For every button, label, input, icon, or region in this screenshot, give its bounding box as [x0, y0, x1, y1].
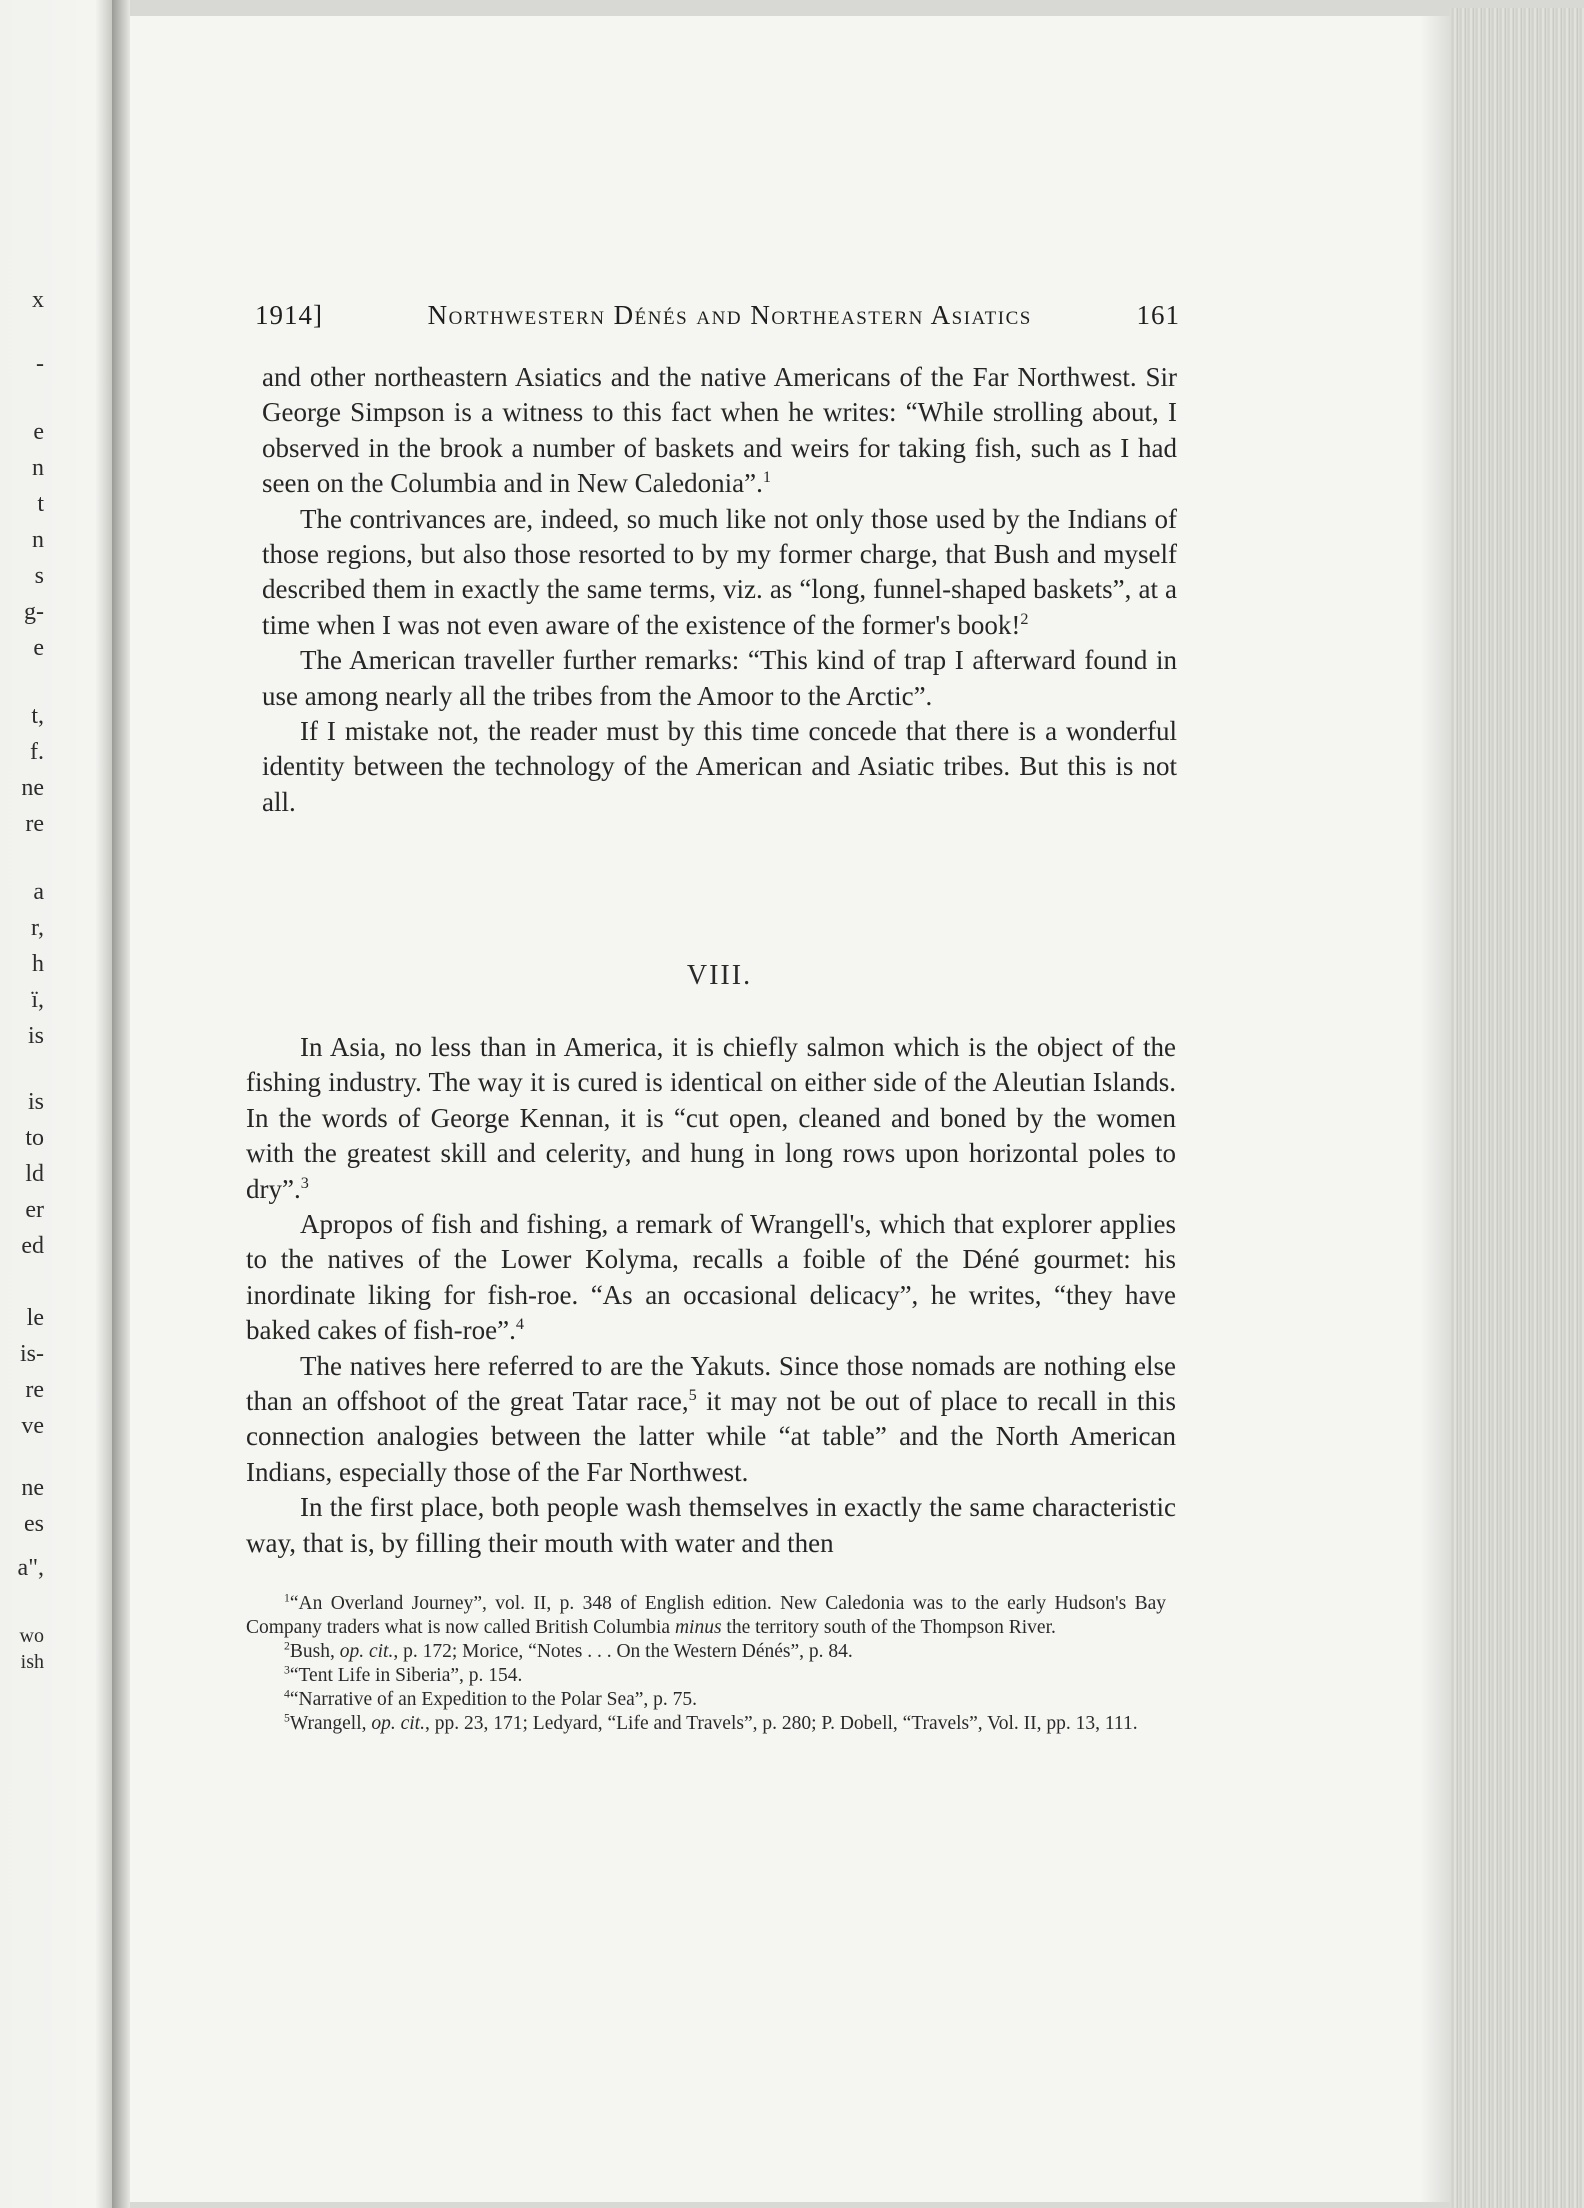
facing-page-fragment: g-	[24, 599, 44, 625]
facing-page-fragment: is	[27, 1089, 44, 1115]
facing-page-fragment: s	[34, 563, 44, 589]
facing-page-fragment: er	[25, 1197, 44, 1223]
page-number: 161	[1136, 300, 1180, 330]
book-gutter	[112, 0, 130, 2208]
facing-page-fragment: is	[27, 1023, 44, 1049]
running-head	[255, 300, 1180, 331]
footnotes	[246, 1592, 1166, 1736]
page-edge-shadow	[1420, 16, 1450, 2202]
facing-page-fragment: -	[36, 351, 44, 377]
facing-page-fragment: a	[33, 879, 44, 905]
footnote: $^2$Bush, op. cit., p. 172; Morice, “Notes . . . On the Western Dénés”, p. 84.	[284, 1639, 853, 1662]
footnote-mark: 3	[300, 1173, 309, 1192]
footnote-number: 2	[284, 1639, 290, 1653]
footnote-number: 1	[284, 1591, 290, 1605]
footnote: $^3$“Tent Life in Siberia”, p. 154.	[284, 1663, 523, 1686]
running-head-title: Northwestern Dénés and Northeastern Asiatics	[427, 300, 1032, 330]
footnote-number: 4	[284, 1687, 290, 1701]
paragraph: and other northeastern Asiatics and the native Americans of the Far Northwest. Sir George Simpson is a witness to this fact when he writes: “While strolling about, I observed in the brook a number of baskets and weirs for taking fish, such as I had seen on the Columbia and in New Caledonia”.$^1$	[262, 362, 1177, 499]
facing-page-fragment: r,	[30, 915, 44, 941]
facing-page-fragment: f.	[30, 739, 44, 765]
facing-page-fragment: e	[33, 419, 44, 445]
facing-page-fragment: t	[37, 491, 44, 517]
facing-page-fragment: a",	[17, 1555, 44, 1581]
facing-page-fragment: n	[32, 527, 44, 553]
body-text-section-viii	[246, 1030, 1176, 1561]
facing-page-fragment: ï,	[31, 987, 44, 1013]
facing-page-fragment: ish	[20, 1651, 44, 1673]
facing-page-fragment: is-	[20, 1341, 44, 1367]
page-fore-edge	[1450, 8, 1584, 2208]
footnote-mark: 2	[1020, 609, 1029, 628]
facing-page-fragment: re	[25, 1377, 44, 1403]
paragraph: In the first place, both people wash themselves in exactly the same characteristic way, that is, by filling their mouth with water and then	[246, 1492, 1176, 1558]
body-text-top	[262, 360, 1177, 820]
paragraph: Apropos of fish and fishing, a remark of Wrangell's, which that explorer applies to the natives of the Lower Kolyma, recalls a foible of the Déné gourmet: his inordinate liking for fish-roe. “As an occasional delicacy”, he writes, “they have baked cakes of fish-roe”.$^4$	[246, 1209, 1176, 1346]
facing-page-fragment: re	[25, 811, 44, 837]
facing-page-fragment: t,	[31, 703, 44, 729]
footnote-mark: 4	[515, 1315, 524, 1334]
facing-page-fragment: n	[32, 455, 44, 481]
facing-page-fragment: le	[26, 1305, 44, 1331]
footnote: $^1$“An Overland Journey”, vol. II, p. 348 of English edition. New Caledonia was to the early Hudson's Bay Company traders what is now called British Columbia minus the territory south of the Thompson River.	[246, 1591, 1166, 1638]
facing-page-fragment: ne	[21, 1475, 44, 1501]
paragraph: The natives here referred to are the Yakuts. Since those nomads are nothing else than an offshoot of the great Tatar race,$^5$ it may not be out of place to recall in this connection analogies between the latter while “at table” and the North American Indians, especially those of the Far Northwest.	[246, 1350, 1176, 1487]
facing-page	[0, 0, 112, 2208]
paragraph: If I mistake not, the reader must by this time concede that there is a wonderful identity between the technology of the American and Asiatic tribes. But this is not all.	[262, 716, 1177, 817]
facing-page-fragment: to	[25, 1125, 44, 1151]
facing-page-fragment: h	[32, 951, 44, 977]
footnote-number: 3	[284, 1663, 290, 1677]
footnote: $^4$“Narrative of an Expedition to the Polar Sea”, p. 75.	[284, 1687, 698, 1710]
facing-page-fragment: ed	[21, 1233, 44, 1259]
footnote-number: 5	[284, 1711, 290, 1725]
facing-page-fragment: ld	[25, 1161, 44, 1187]
facing-page-fragment: x	[32, 287, 44, 313]
paragraph: The contrivances are, indeed, so much like not only those used by the Indians of those regions, but also those resorted to by my former charge, that Bush and myself described them in exactly the same terms, viz. as “long, funnel-shaped baskets”, at a time when I was not even aware of the existence of the former's book!$^2$	[262, 503, 1177, 640]
section-heading: VIII.	[686, 960, 753, 991]
footnote-mark: 1	[762, 468, 771, 487]
running-head-year: 1914]	[255, 300, 323, 330]
facing-page-fragment: e	[33, 635, 44, 661]
footnote-mark: 5	[688, 1386, 697, 1405]
facing-page-fragment: es	[24, 1511, 44, 1537]
footnote: $^5$Wrangell, op. cit., pp. 23, 171; Ledyard, “Life and Travels”, p. 280; P. Dobell, “Travels”, Vol. II, pp. 13, 111.	[284, 1711, 1138, 1734]
facing-page-fragment: ve	[21, 1413, 44, 1439]
paragraph: In Asia, no less than in America, it is chiefly salmon which is the object of the fishing industry. The way it is cured is identical on either side of the Aleutian Islands. In the words of George Kennan, it is “cut open, cleaned and boned by the women with the greatest skill and celerity, and hung in long rows upon horizontal poles to dry”.$^3$	[246, 1032, 1176, 1204]
facing-page-fragment: wo	[19, 1625, 44, 1647]
paragraph: The American traveller further remarks: “This kind of trap I afterward found in use among nearly all the tribes from the Amoor to the Arctic”.	[262, 645, 1177, 711]
facing-page-fragment: ne	[21, 775, 44, 801]
